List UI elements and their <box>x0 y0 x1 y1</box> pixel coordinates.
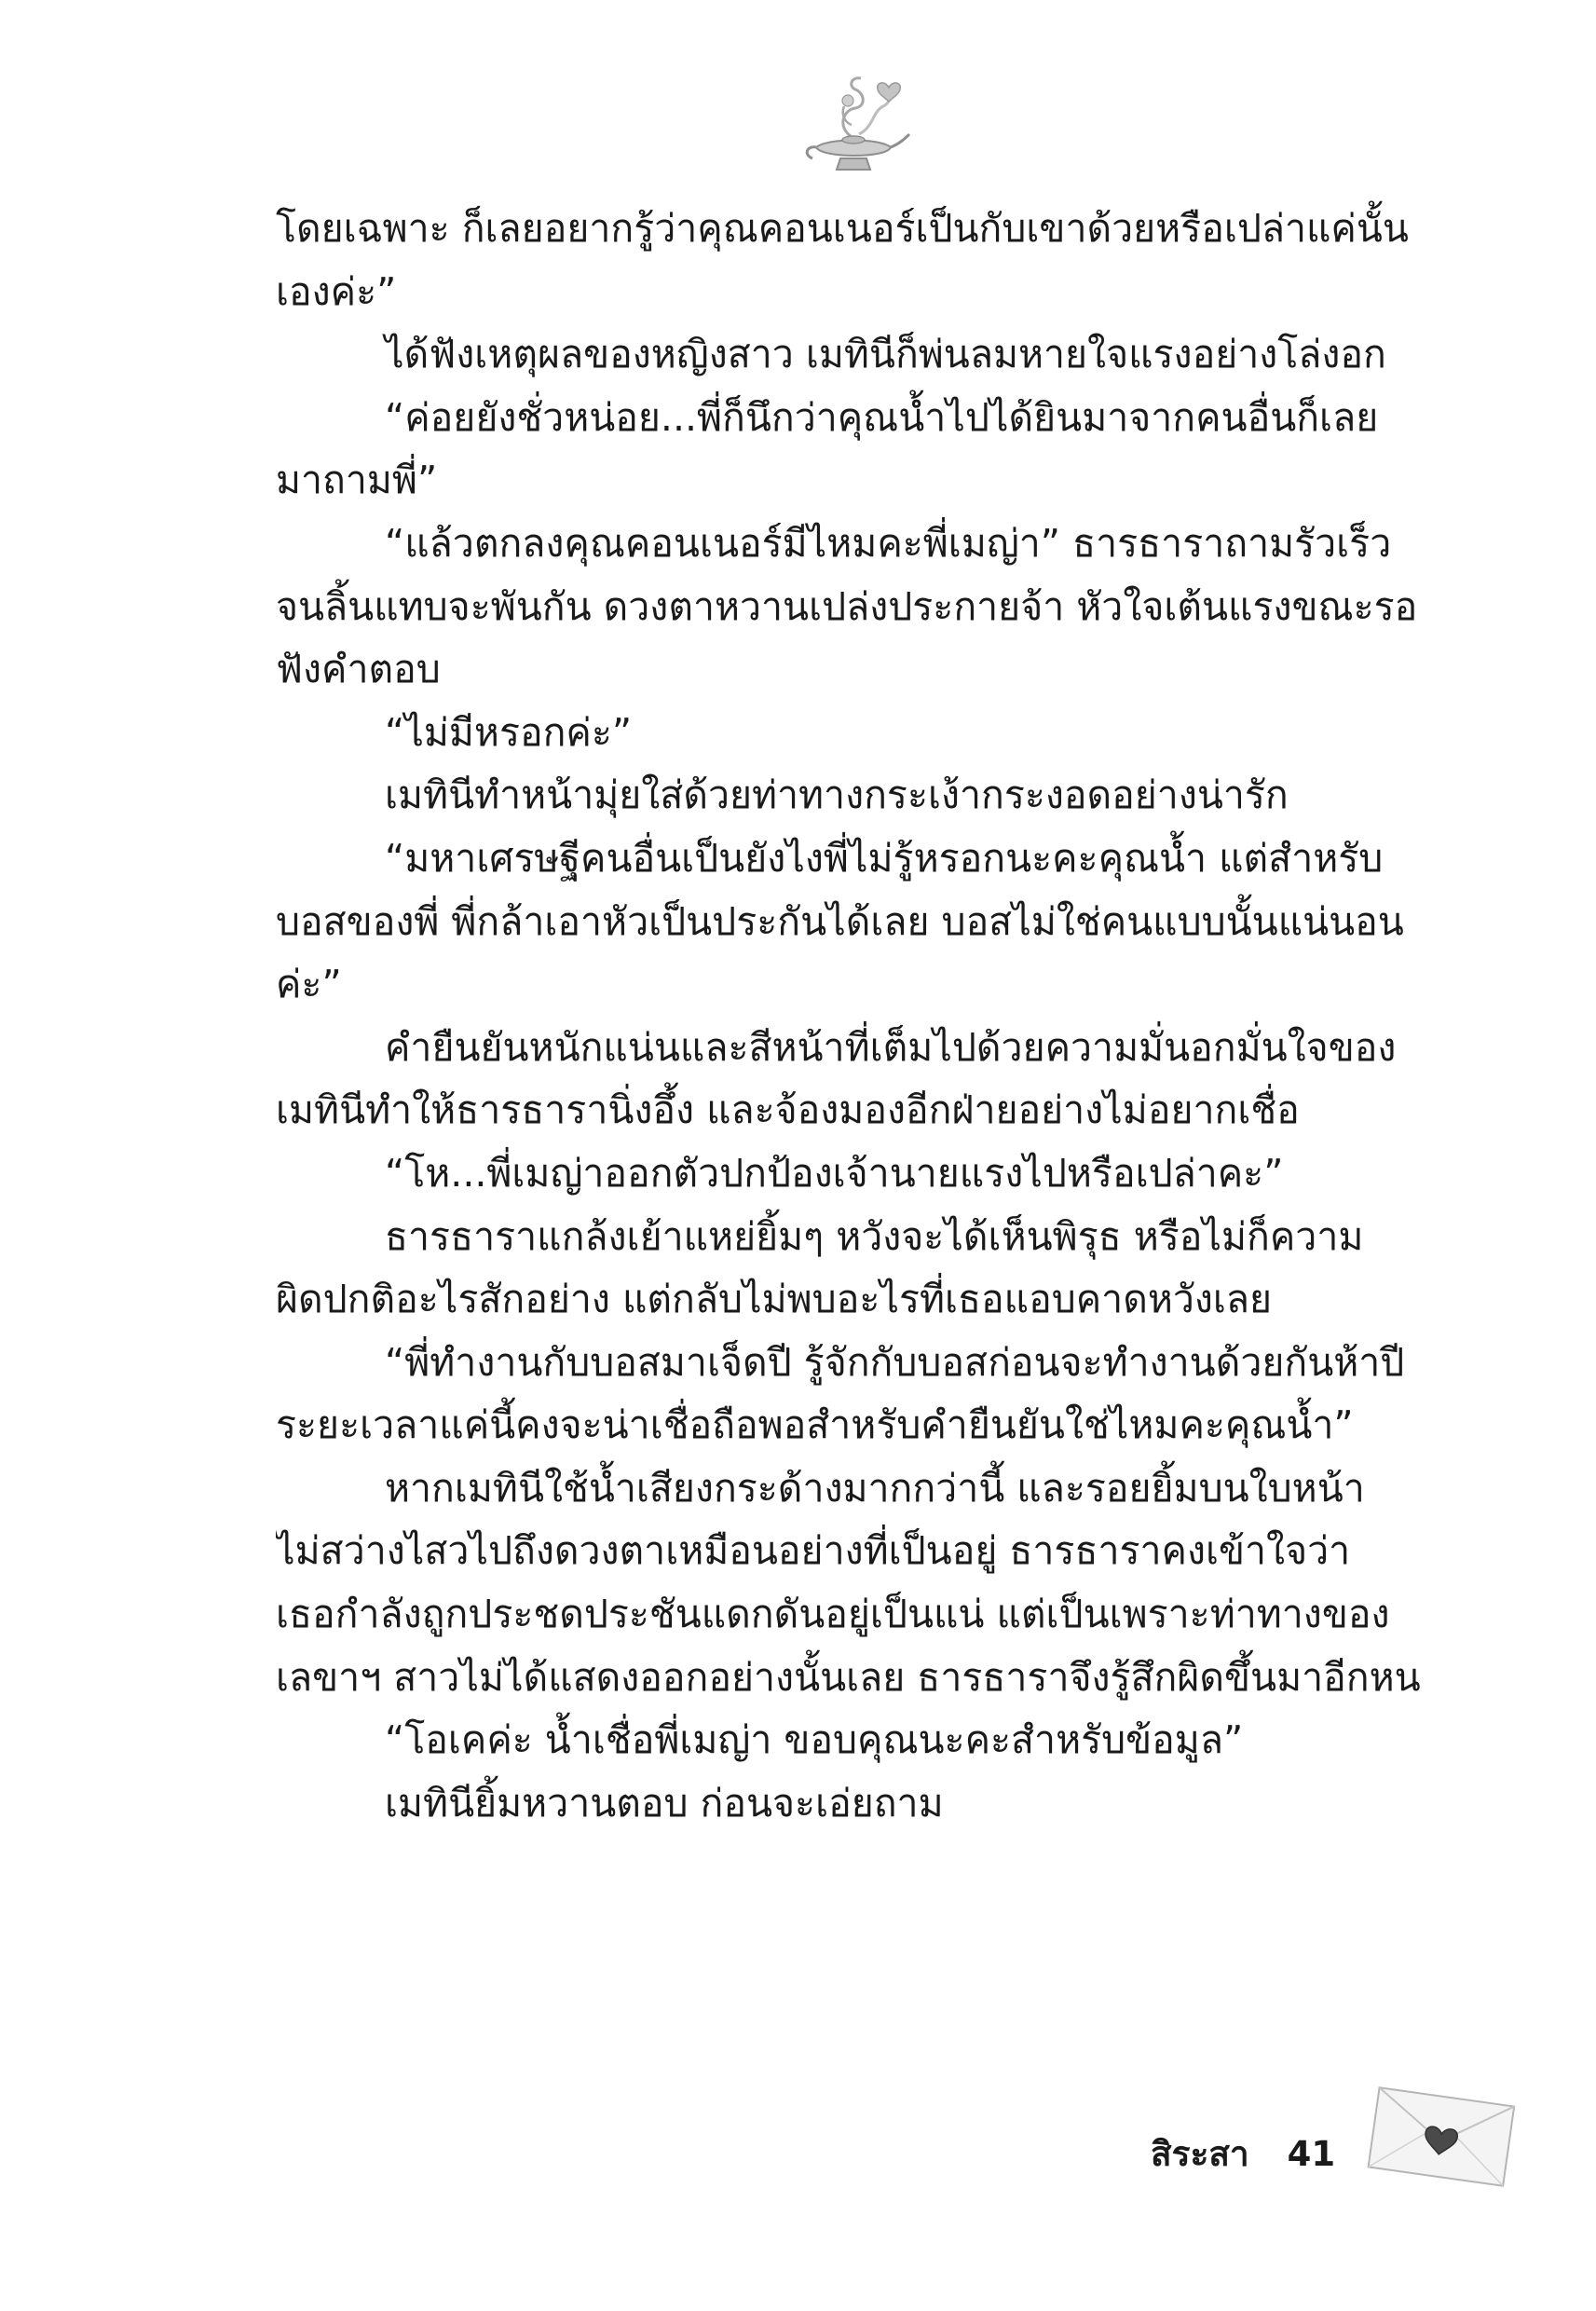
text-line: เมทินียิ้มหวานตอบ ก่อนจะเอ่ยถาม <box>385 1780 944 1826</box>
page-number: 41 <box>1287 2134 1336 2174</box>
text-line: “มหาเศรษฐีคนอื่นเป็นยังไงพี่ไม่รู้หรอกนะคะคุณน้ำ แต่สำหรับ <box>385 835 1384 881</box>
text-line: “พี่ทำงานกับบอสมาเจ็ดปี รู้จักกับบอสก่อนจะทำงานด้วยกันห้าปี <box>385 1339 1405 1385</box>
text-line: ระยะเวลาแค่นี้คงจะน่าเชื่อถือพอสำหรับคำยืนยันใช่ไหมคะคุณน้ำ” <box>276 1402 1354 1448</box>
text-line: บอสของพี่ พี่กล้าเอาหัวเป็นประกันได้เลย บอสไม่ใช่คนแบบนั้นแน่นอน <box>276 898 1404 944</box>
text-line: คำยืนยันหนักแน่นและสีหน้าที่เต็มไปด้วยความมั่นอกมั่นใจของ <box>385 1024 1397 1070</box>
text-line: เมทินีทำหน้ามุ่ยใส่ด้วยท่าทางกระเง้ากระงอดอย่างน่ารัก <box>385 773 1289 818</box>
text-line: “ค่อยยังชั่วหน่อย...พี่ก็นึกว่าคุณน้ำไปได้ยินมาจากคนอื่นก็เลย <box>385 394 1379 440</box>
text-line: ผิดปกติอะไรสักอย่าง แต่กลับไม่พบอะไรที่เธอแอบคาดหวังเลย <box>276 1277 1273 1322</box>
envelope-heart-icon <box>1362 2080 1521 2192</box>
text-line: มาถามพี่” <box>276 458 438 503</box>
text-line: หากเมทินีใช้น้ำเสียงกระด้างมากกว่านี้ และรอยยิ้มบนใบหน้า <box>385 1465 1365 1511</box>
genie-lamp-icon <box>799 73 911 177</box>
author-name: สิระสา <box>1151 2134 1249 2174</box>
text-line: “โอเคค่ะ น้ำเชื่อพี่เมญ่า ขอบคุณนะคะสำหรับข้อมูล” <box>385 1717 1244 1763</box>
text-line: เธอกำลังถูกประชดประชันแดกดันอยู่เป็นแน่ แต่เป็นเพราะท่าทางของ <box>276 1592 1390 1637</box>
text-line: เองค่ะ” <box>276 268 397 314</box>
text-line: จนลิ้นแทบจะพันกัน ดวงตาหวานเปล่งประกายจ้า หัวใจเต้นแรงขณะรอ <box>276 583 1418 629</box>
text-line: ไม่สว่างไสวไปถึงดวงตาเหมือนอย่างที่เป็นอยู่ ธารธาราคงเข้าใจว่า <box>276 1528 1351 1574</box>
text-line: ธารธาราแกล้งเย้าแหย่ยิ้มๆ หวังจะได้เห็นพิรุธ หรือไม่ก็ความ <box>385 1213 1364 1259</box>
text-line: “ไม่มีหรอกค่ะ” <box>385 709 633 755</box>
text-line: เมทินีทำให้ธารธารานิ่งอึ้ง และจ้องมองอีกฝ่ายอย่างไม่อยากเชื่อ <box>276 1087 1300 1133</box>
page-footer <box>1151 2126 1335 2181</box>
body-text <box>276 198 1440 1835</box>
text-line: เลขาฯ สาวไม่ได้แสดงออกอย่างนั้นเลย ธารธาราจึงรู้สึกผิดขึ้นมาอีกหน <box>276 1654 1421 1700</box>
text-line: ได้ฟังเหตุผลของหญิงสาว เมทินีก็พ่นลมหายใจแรงอย่างโล่งอก <box>385 332 1386 377</box>
text-line: โดยเฉพาะ ก็เลยอยากรู้ว่าคุณคอนเนอร์เป็นกับเขาด้วยหรือเปล่าแค่นั้น <box>276 206 1409 251</box>
text-line: ค่ะ” <box>276 962 342 1007</box>
text-line: “แล้วตกลงคุณคอนเนอร์มีไหมคะพี่เมญ่า” ธารธาราถามรัวเร็ว <box>385 520 1392 566</box>
text-line: “โห...พี่เมญ่าออกตัวปกป้องเจ้านายแรงไปหรือเปล่าคะ” <box>385 1150 1284 1196</box>
text-line: ฟังคำตอบ <box>276 647 441 692</box>
